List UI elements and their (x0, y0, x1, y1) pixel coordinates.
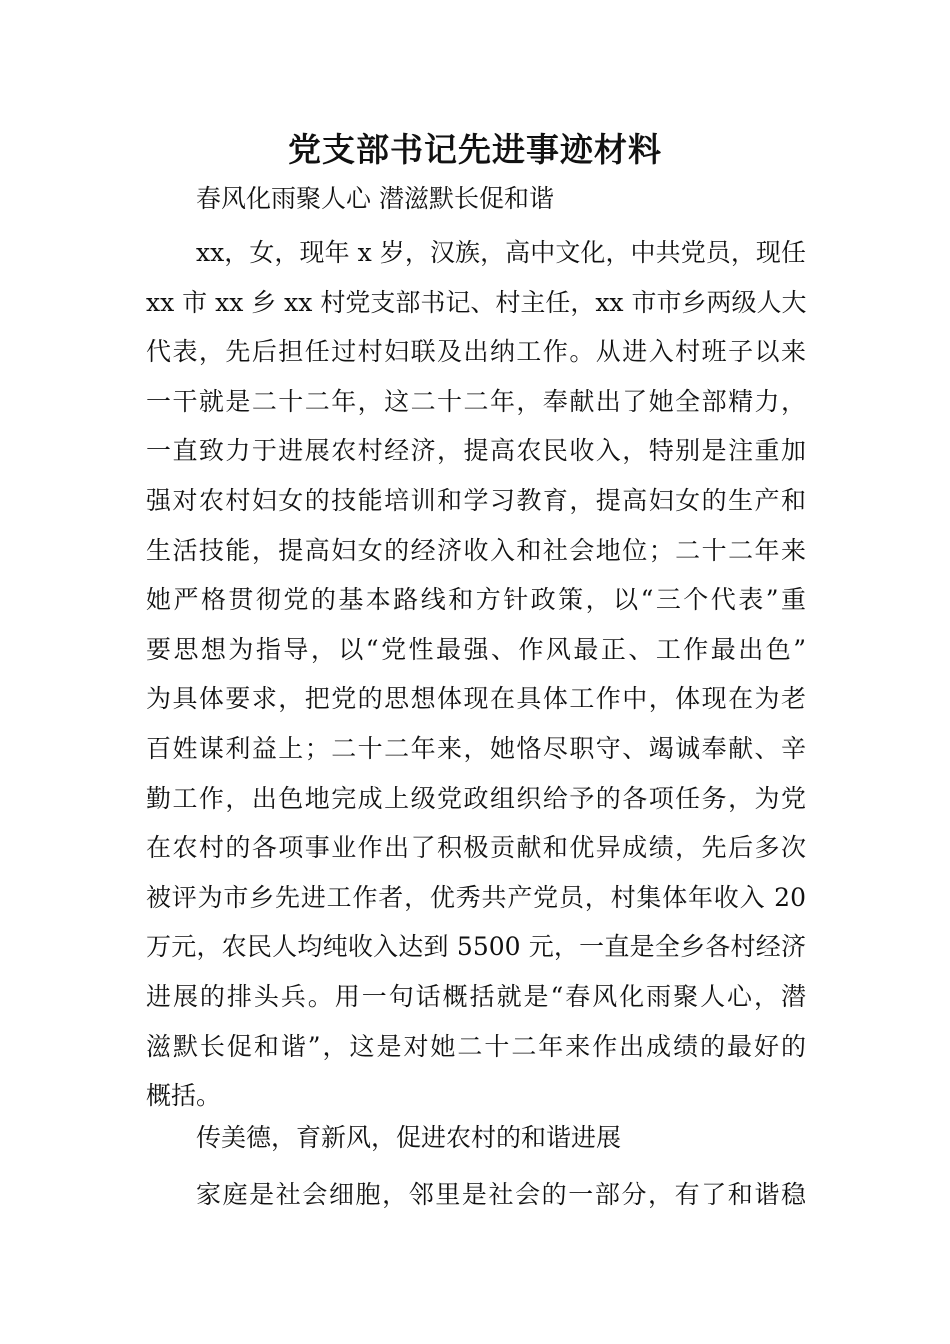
paragraph-line: 滋默长促和谐”，这是对她二十二年来作出成绩的最好的 (146, 1031, 806, 1061)
paragraph-line: 一干就是二十二年，这二十二年，奉献出了她全部精力， (146, 386, 806, 416)
paragraph-line: 强对农村妇女的技能培训和学习教育，提高妇女的生产和 (146, 485, 806, 515)
paragraph-line: 一直致力于进展农村经济，提高农民收入，特别是注重加 (146, 436, 806, 466)
paragraph-line: 生活技能，提高妇女的经济收入和社会地位；二十二年来 (146, 535, 806, 565)
paragraph-2 (146, 1170, 806, 1220)
paragraph-line: 进展的排头兵。用一句话概括就是“春风化雨聚人心，潜 (146, 981, 806, 1011)
document-subtitle: 春风化雨聚人心 潜滋默长促和谐 (196, 184, 554, 213)
paragraph-line: 代表，先后担任过村妇联及出纳工作。从进入村班子以来 (146, 337, 806, 367)
paragraph-line: 被评为市乡先进工作者，优秀共产党员，村集体年收入 20 (146, 882, 806, 912)
paragraph-line: xx 市 xx 乡 xx 村党支部书记、村主任，xx 市市乡两级人大 (146, 287, 807, 317)
paragraph-line: 为具体要求，把党的思想体现在具体工作中，体现在为老 (146, 684, 806, 714)
paragraph-1 (146, 228, 806, 1121)
paragraph-line: 万元，农民人均纯收入达到 5500 元，一直是全乡各村经济 (146, 932, 806, 962)
paragraph-line: 要思想为指导，以“党性最强、作风最正、工作最出色” (146, 634, 806, 664)
paragraph-line: 家庭是社会细胞，邻里是社会的一部分，有了和谐稳 (196, 1180, 806, 1209)
paragraph-line: 概括。 (146, 1081, 222, 1111)
paragraph-line: 百姓谋利益上；二十二年来，她恪尽职守、竭诚奉献、辛 (146, 733, 806, 763)
paragraph-line: 勤工作，出色地完成上级党政组织给予的各项任务，为党 (146, 783, 806, 813)
paragraph-line: 她严格贯彻党的基本路线和方针政策，以“三个代表”重 (146, 585, 806, 615)
paragraph-line: 在农村的各项事业作出了积极贡献和优异成绩，先后多次 (146, 833, 806, 863)
document-title: 党支部书记先进事迹材料 (288, 130, 662, 169)
paragraph-line: xx，女，现年 x 岁，汉族，高中文化，中共党员，现任 (196, 238, 806, 267)
section-heading: 传美德，育新风，促进农村的和谐进展 (196, 1123, 622, 1152)
